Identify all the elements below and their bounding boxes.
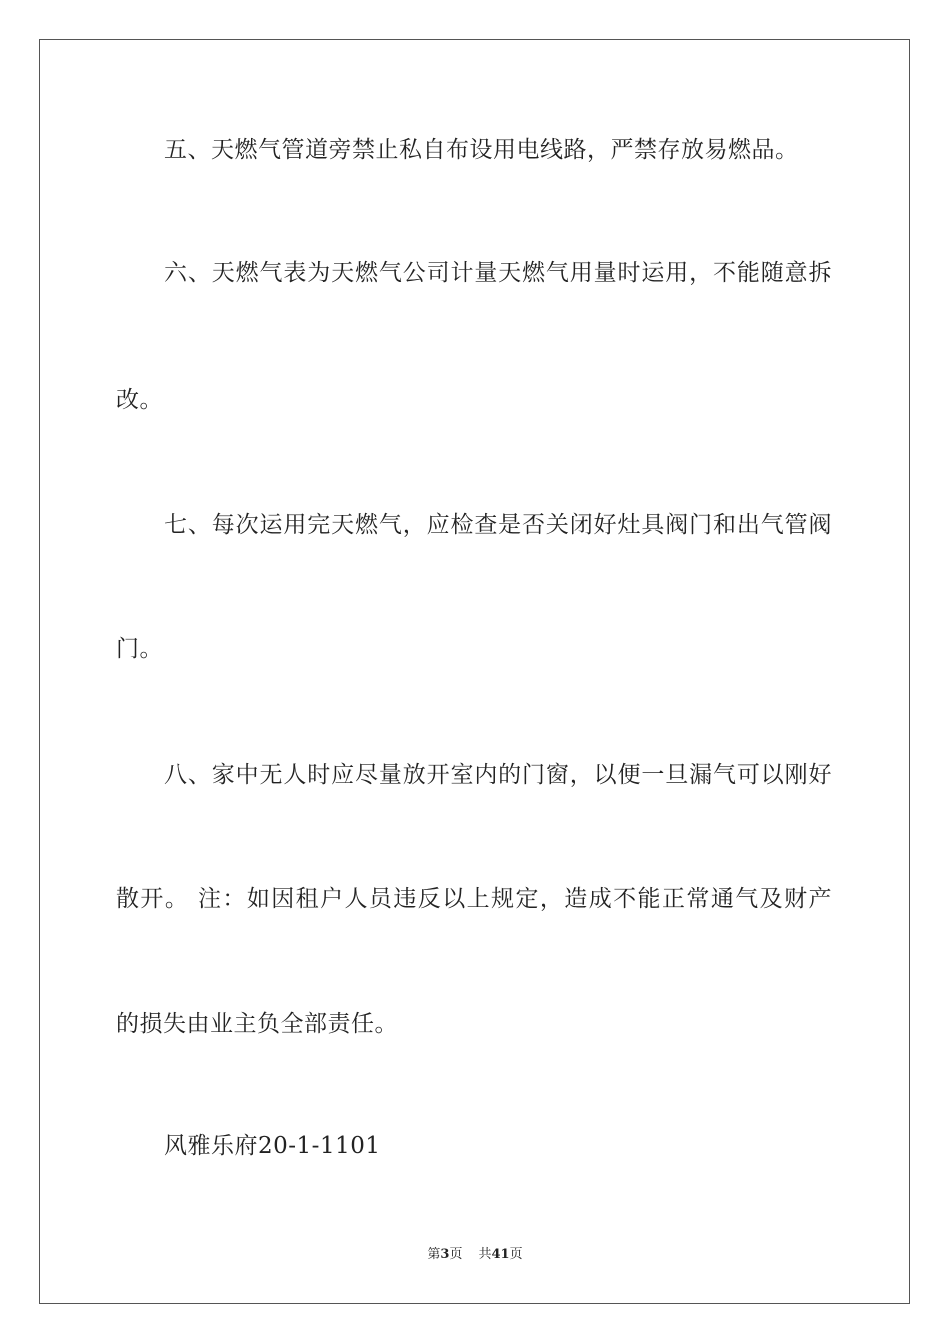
footer-total-suffix: 页: [509, 1247, 523, 1262]
paragraph-line-8: 八、家中无人时应尽量放开室内的门窗，以便一旦漏气可以刚好: [164, 762, 832, 788]
paragraph-line-8-note: 散开。 注：如因租户人员违反以上规定，造成不能正常通气及财产: [116, 886, 832, 912]
paragraph-line-8-note-continued: 的损失由业主负全部责任。: [116, 1011, 398, 1037]
paragraph-line-6-continued: 改。: [116, 387, 163, 413]
footer-page-number: 3: [440, 1247, 450, 1262]
footer-total-pages: 41: [491, 1247, 510, 1262]
paragraph-line-7: 七、每次运用完天燃气，应检查是否关闭好灶具阀门和出气管阀: [164, 512, 832, 538]
paragraph-line-5: 五、天燃气管道旁禁止私自布设用电线路，严禁存放易燃品。: [164, 137, 799, 163]
page-footer: [0, 1246, 950, 1264]
footer-total-prefix: 共: [478, 1247, 492, 1262]
paragraph-line-6: 六、天燃气表为天燃气公司计量天燃气用量时运用，不能随意拆: [164, 260, 832, 286]
footer-page-prefix: 第: [427, 1247, 441, 1262]
paragraph-line-7-continued: 门。: [116, 636, 163, 662]
footer-page-suffix: 页: [449, 1247, 463, 1262]
signature-address: 风雅乐府20-1-1101: [164, 1133, 381, 1159]
page-border: [39, 39, 910, 1304]
